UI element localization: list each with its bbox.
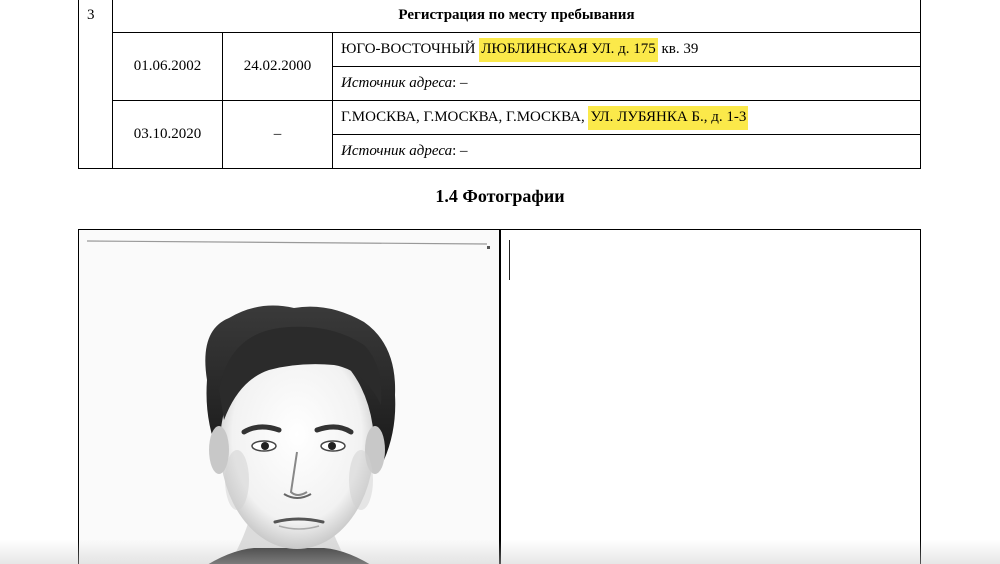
photo-table	[78, 229, 921, 564]
date-from: 01.06.2002	[113, 33, 223, 101]
address-cell	[333, 101, 921, 135]
address-prefix: ЮГО-ВОСТОЧНЫЙ	[341, 41, 480, 57]
scan-mark	[509, 240, 510, 280]
table-row	[79, 0, 921, 33]
photos-heading: 1.4 Фотографии	[435, 186, 565, 206]
source-label: Источник адреса	[341, 143, 453, 159]
address-highlight: УЛ. ЛУБЯНКА Б., д. 1-3	[588, 106, 748, 130]
date-to: –	[223, 101, 333, 169]
source-value: : –	[452, 75, 468, 91]
address-prefix: Г.МОСКВА, Г.МОСКВА, Г.МОСКВА,	[341, 109, 589, 125]
portrait-photo	[79, 230, 499, 564]
date-from: 03.10.2020	[113, 101, 223, 169]
photo-divider	[499, 230, 501, 564]
source-value: : –	[452, 143, 468, 159]
source-cell	[333, 135, 921, 169]
address-cell	[333, 33, 921, 67]
address-suffix: кв. 39	[657, 41, 699, 57]
portrait-image	[79, 230, 499, 564]
row-number: 3	[79, 0, 113, 169]
registration-table	[78, 0, 921, 169]
table-row	[79, 101, 921, 135]
source-label: Источник адреса	[341, 75, 453, 91]
address-highlight: ЛЮБЛИНСКАЯ УЛ. д. 175	[479, 38, 658, 62]
section-title: Регистрация по месту пребывания	[113, 0, 921, 33]
bottom-shadow	[0, 540, 1000, 564]
date-to: 24.02.2000	[223, 33, 333, 101]
table-row	[79, 33, 921, 67]
source-cell	[333, 67, 921, 101]
